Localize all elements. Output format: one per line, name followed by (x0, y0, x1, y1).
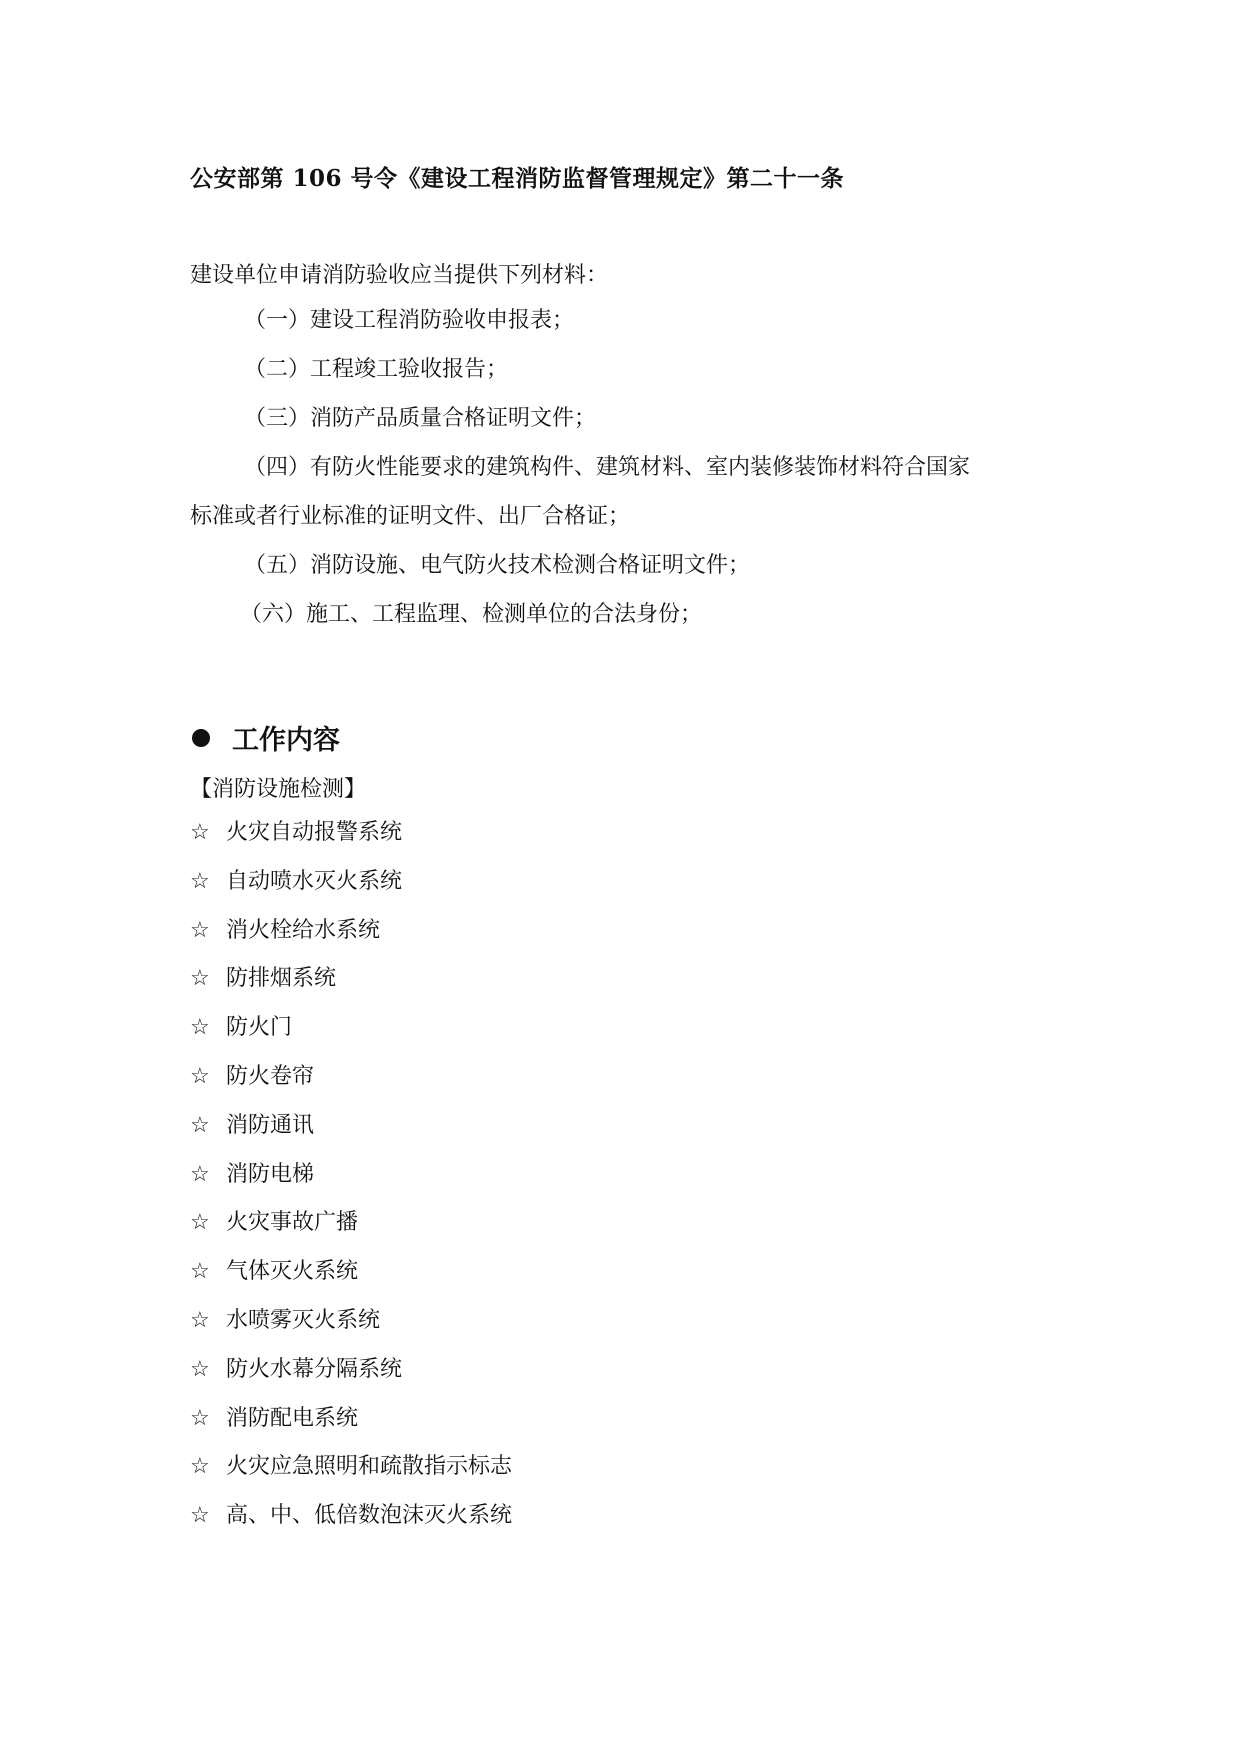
star-icon: ☆ (190, 1405, 210, 1431)
material-item: （二）工程竣工验收报告； (244, 357, 509, 382)
list-item-label: 火灾应急照明和疏散指示标志 (226, 1454, 513, 1480)
list-item (190, 916, 512, 965)
list-item (190, 1306, 512, 1355)
star-icon: ☆ (190, 1259, 210, 1285)
material-item-continuation: 标准或者行业标准的证明文件、出厂合格证； (190, 504, 631, 529)
star-icon: ☆ (190, 1015, 210, 1041)
list-item (190, 1111, 512, 1160)
section-title (190, 718, 340, 757)
star-icon: ☆ (190, 966, 210, 992)
list-item-label: 防火卷帘 (226, 1063, 315, 1089)
list-item-label: 高、中、低倍数泡沫灭火系统 (226, 1503, 513, 1529)
star-icon: ☆ (190, 1063, 210, 1089)
subsection-title: 【消防设施检测】 (190, 777, 367, 802)
star-icon: ☆ (190, 1307, 210, 1333)
star-icon: ☆ (190, 1503, 210, 1529)
star-icon: ☆ (190, 1454, 210, 1480)
list-item-label: 消防配电系统 (226, 1405, 359, 1431)
list-item (190, 1013, 512, 1062)
list-item-label: 消防电梯 (226, 1161, 315, 1187)
list-item (190, 1208, 512, 1257)
list-item-label: 防火水幕分隔系统 (226, 1356, 403, 1382)
list-item-label: 自动喷水灭火系统 (226, 868, 403, 894)
list-item-label: 火灾事故广播 (226, 1210, 359, 1236)
list-item-label: 水喷雾灭火系统 (226, 1307, 381, 1333)
list-item (190, 964, 512, 1013)
list-item-label: 防排烟系统 (226, 966, 337, 992)
star-icon: ☆ (190, 868, 210, 894)
list-item-label: 火灾自动报警系统 (226, 820, 403, 845)
list-item (190, 818, 512, 867)
document-heading: 公安部第 106 号令《建设工程消防监督管理规定》第二十一条 (190, 165, 845, 192)
material-item: （三）消防产品质量合格证明文件； (244, 406, 597, 431)
list-item-label: 防火门 (226, 1015, 293, 1041)
systems-list (190, 818, 512, 1550)
star-icon: ☆ (190, 1210, 210, 1236)
list-item-label: 消防通讯 (226, 1112, 315, 1138)
material-item: （一）建设工程消防验收申报表； (244, 308, 575, 333)
material-item: （四）有防火性能要求的建筑构件、建筑材料、室内装修装饰材料符合国家 (244, 455, 971, 480)
list-item (190, 1452, 512, 1501)
list-item (190, 1501, 512, 1550)
materials-list (190, 306, 1060, 649)
star-icon: ☆ (190, 820, 210, 845)
list-item-label: 气体灭火系统 (226, 1259, 359, 1285)
material-item: （五）消防设施、电气防火技术检测合格证明文件； (244, 553, 751, 578)
list-item-label: 消火栓给水系统 (226, 917, 381, 943)
list-item (190, 1257, 512, 1306)
list-item (190, 1404, 512, 1453)
material-item: （六）施工、工程监理、检测单位的合法身份； (240, 602, 703, 627)
list-item (190, 867, 512, 916)
intro-paragraph: 建设单位申请消防验收应当提供下列材料： (190, 263, 609, 288)
list-item (190, 1160, 512, 1209)
list-item (190, 1062, 512, 1111)
star-icon: ☆ (190, 917, 210, 943)
star-icon: ☆ (190, 1161, 210, 1187)
star-icon: ☆ (190, 1112, 210, 1138)
section-title-text: 工作内容 (232, 725, 340, 756)
list-item (190, 1355, 512, 1404)
bullet-icon (192, 729, 210, 747)
star-icon: ☆ (190, 1356, 210, 1382)
